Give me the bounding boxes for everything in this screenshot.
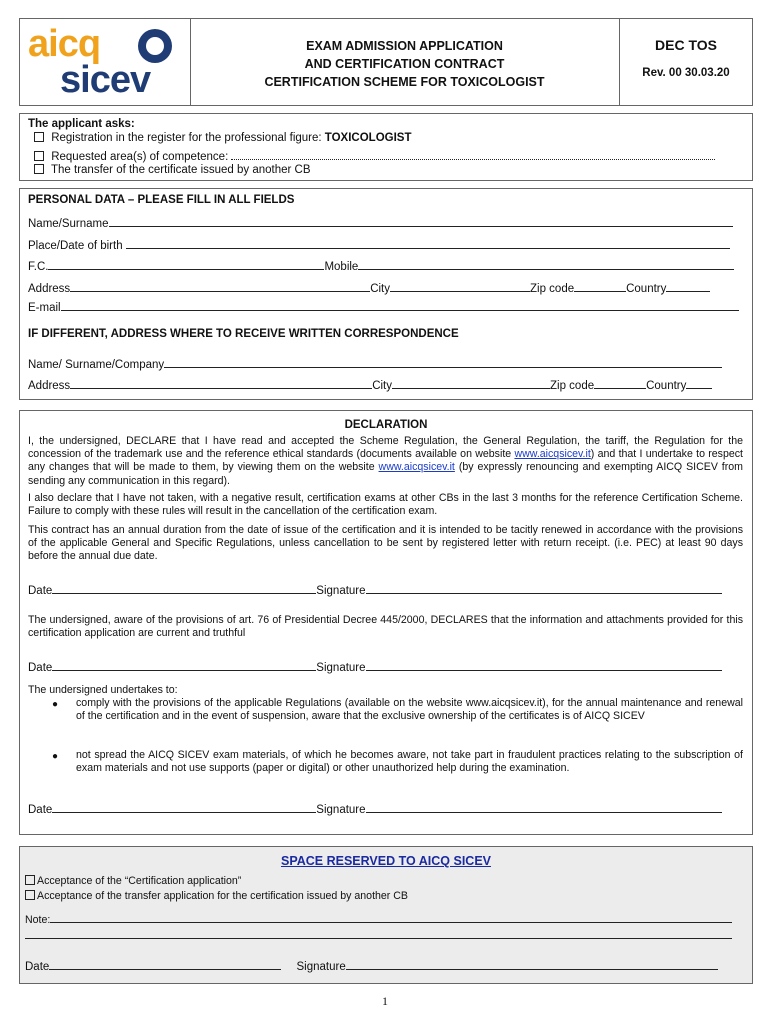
- header-box: [19, 18, 753, 106]
- address-row: [28, 280, 710, 295]
- name-label: Name/Surname: [28, 218, 109, 230]
- signature-label: Signature: [316, 804, 366, 816]
- reserved-option-2[interactable]: [25, 890, 408, 902]
- alt-address-field[interactable]: [70, 377, 372, 389]
- logo-bottom-text: sicev: [60, 59, 151, 101]
- option-3-label: The transfer of the certificate issued by another CB: [51, 164, 311, 176]
- p1-part-c: (by expressly renouncing and exempting AICQ SICEV from sending any communication in this regard).: [28, 461, 743, 487]
- country-field[interactable]: [666, 280, 710, 292]
- reserved-date-signature-row: [25, 958, 718, 973]
- signature-field[interactable]: [366, 659, 722, 671]
- personal-data-heading: PERSONAL DATA – PLEASE FILL IN ALL FIELDS: [28, 194, 295, 206]
- alt-country-field[interactable]: [686, 377, 712, 389]
- name-row: [28, 215, 733, 230]
- birth-row: [28, 237, 730, 252]
- email-field[interactable]: [61, 299, 739, 311]
- document-code: DEC TOS: [655, 37, 717, 53]
- date-signature-row-1: [28, 582, 722, 597]
- applicant-heading: The applicant asks:: [28, 118, 135, 130]
- birth-label: Place/Date of birth: [28, 240, 123, 252]
- city-field[interactable]: [390, 280, 530, 292]
- header-code-cell: [620, 19, 752, 105]
- signature-field[interactable]: [346, 958, 718, 970]
- alt-name-field[interactable]: [164, 356, 722, 368]
- alt-name-row: [28, 356, 722, 371]
- revision: Rev. 00 30.03.20: [642, 67, 730, 79]
- fc-row: [28, 258, 734, 273]
- logo: [20, 19, 191, 105]
- address-label: Address: [28, 283, 71, 295]
- email-row: [28, 299, 739, 314]
- page-number: 1: [382, 994, 388, 1008]
- applicant-option-2[interactable]: [34, 148, 715, 163]
- signature-field[interactable]: [366, 801, 722, 813]
- signature-label: Signature: [316, 662, 366, 674]
- undertake-bullet-2: not spread the AICQ SICEV exam materials, of which he becomes aware, not take part in fraudulent practices relating to the subscription of exam materials and not use supports (paper or digital) or other unauthorized help during the examination.: [76, 749, 743, 775]
- declaration-paragraph-1: [28, 435, 743, 488]
- alt-name-label: Name/ Surname/Company: [28, 359, 165, 371]
- alt-address-row: [28, 377, 712, 392]
- declaration-paragraph-4: The undersigned, aware of the provisions of art. 76 of Presidential Decree 445/2000, DECLARES that the information and attachments provided for this certification application are current and truthful: [28, 614, 743, 640]
- reserved-heading: SPACE RESERVED TO AICQ SICEV: [280, 854, 491, 868]
- p1-part-a: I, the undersigned, DECLARE that I have read and accepted the Scheme Regulation, the General Regulation, the tariff, the Regulation for the concession of the trademark use and the reference ethical standards (documents available on website: [28, 435, 743, 461]
- alt-address-label: Address: [28, 380, 71, 392]
- p1-part-b: ) and that I undertake to respect any changes that will be made to them, by viewing them on the website: [28, 448, 743, 474]
- option-2-label: Requested area(s) of competence:: [51, 151, 229, 163]
- alt-zip-field[interactable]: [594, 377, 646, 389]
- applicant-option-1[interactable]: [34, 132, 411, 144]
- declaration-heading: DECLARATION: [344, 419, 428, 431]
- date-field[interactable]: [52, 801, 316, 813]
- declaration-paragraph-2: I also declare that I have not taken, with a negative result, certification exams at other CBs in the last 3 months for the reference Certification Scheme. Failure to comply with these rules will result in the cancellation of the certification exam.: [28, 492, 743, 518]
- reserved-option-1-label: Acceptance of the “Certification application”: [37, 875, 242, 887]
- title-line-1: EXAM ADMISSION APPLICATION: [306, 39, 503, 53]
- title-line-3: CERTIFICATION SCHEME FOR TOXICOLOGIST: [264, 75, 545, 89]
- birth-field[interactable]: [126, 237, 730, 249]
- checkbox-icon[interactable]: [25, 875, 35, 885]
- undertake-bullet-1: comply with the provisions of the applicable Regulations (available on the website www.aicqsicev.it), for the annual maintenance and renewal of the certification and in the event of suspension, aware that the exclusive ownership of the certificates is of AICQ SICEV: [76, 697, 743, 723]
- checkbox-icon[interactable]: [25, 890, 35, 900]
- country-label: Country: [626, 283, 667, 295]
- date-signature-row-3: [28, 801, 722, 816]
- zip-field[interactable]: [574, 280, 626, 292]
- date-field[interactable]: [49, 958, 281, 970]
- date-label: Date: [28, 662, 53, 674]
- title-line-2: AND CERTIFICATION CONTRACT: [304, 57, 505, 71]
- date-label: Date: [25, 961, 50, 973]
- reserved-option-1[interactable]: [25, 875, 241, 887]
- undertakes-heading: The undersigned undertakes to:: [28, 684, 178, 696]
- note-label: Note:: [25, 914, 51, 926]
- checkbox-icon[interactable]: [34, 151, 44, 161]
- bullet-dot-icon: ●: [52, 699, 59, 710]
- date-field[interactable]: [52, 659, 316, 671]
- name-field[interactable]: [109, 215, 733, 227]
- alt-city-field[interactable]: [392, 377, 550, 389]
- mobile-label: Mobile: [324, 261, 359, 273]
- note-field[interactable]: [50, 911, 732, 923]
- checkbox-icon[interactable]: [34, 132, 44, 142]
- website-link[interactable]: www.aicqsicev.it: [378, 461, 455, 474]
- competence-field[interactable]: [231, 148, 715, 160]
- signature-field[interactable]: [366, 582, 722, 594]
- alt-city-label: City: [372, 380, 392, 392]
- alt-address-heading: IF DIFFERENT, ADDRESS WHERE TO RECEIVE WRITTEN CORRESPONDENCE: [28, 328, 459, 340]
- declaration-paragraph-3: This contract has an annual duration from the date of issue of the certification and it is intended to be tacitly renewed in accordance with the provisions of the applicable General and Specific Regulations, unless cancellation to be sent by registered letter with return receipt. (i.e. PEC) at least 90 days before the annual due date.: [28, 524, 743, 563]
- logo-q-inner: [146, 37, 164, 55]
- zip-label: Zip code: [530, 283, 575, 295]
- logo-top-text: aicq: [28, 23, 101, 65]
- note-line-2[interactable]: [25, 938, 732, 939]
- reserved-option-2-label: Acceptance of the transfer application for the certification issued by another CB: [37, 890, 408, 902]
- website-link[interactable]: www.aicqsicev.it: [514, 448, 591, 461]
- date-label: Date: [28, 585, 53, 597]
- applicant-option-3[interactable]: [34, 164, 311, 176]
- checkbox-icon[interactable]: [34, 164, 44, 174]
- bullet-dot-icon: ●: [52, 751, 59, 762]
- option-1-label: Registration in the register for the professional figure:: [51, 132, 325, 144]
- fc-label: F.C.: [28, 261, 49, 273]
- option-1-figure: TOXICOLOGIST: [324, 132, 412, 144]
- email-label: E-mail: [28, 302, 61, 314]
- alt-zip-label: Zip code: [550, 380, 595, 392]
- fc-field[interactable]: [48, 258, 324, 270]
- signature-label: Signature: [316, 585, 366, 597]
- date-field[interactable]: [52, 582, 316, 594]
- date-label: Date: [28, 804, 53, 816]
- city-label: City: [370, 283, 390, 295]
- date-signature-row-2: [28, 659, 722, 674]
- signature-label: Signature: [296, 961, 346, 973]
- alt-country-label: Country: [646, 380, 687, 392]
- header-title: [190, 19, 620, 105]
- address-field[interactable]: [70, 280, 370, 292]
- note-row: [25, 911, 732, 926]
- mobile-field[interactable]: [358, 258, 734, 270]
